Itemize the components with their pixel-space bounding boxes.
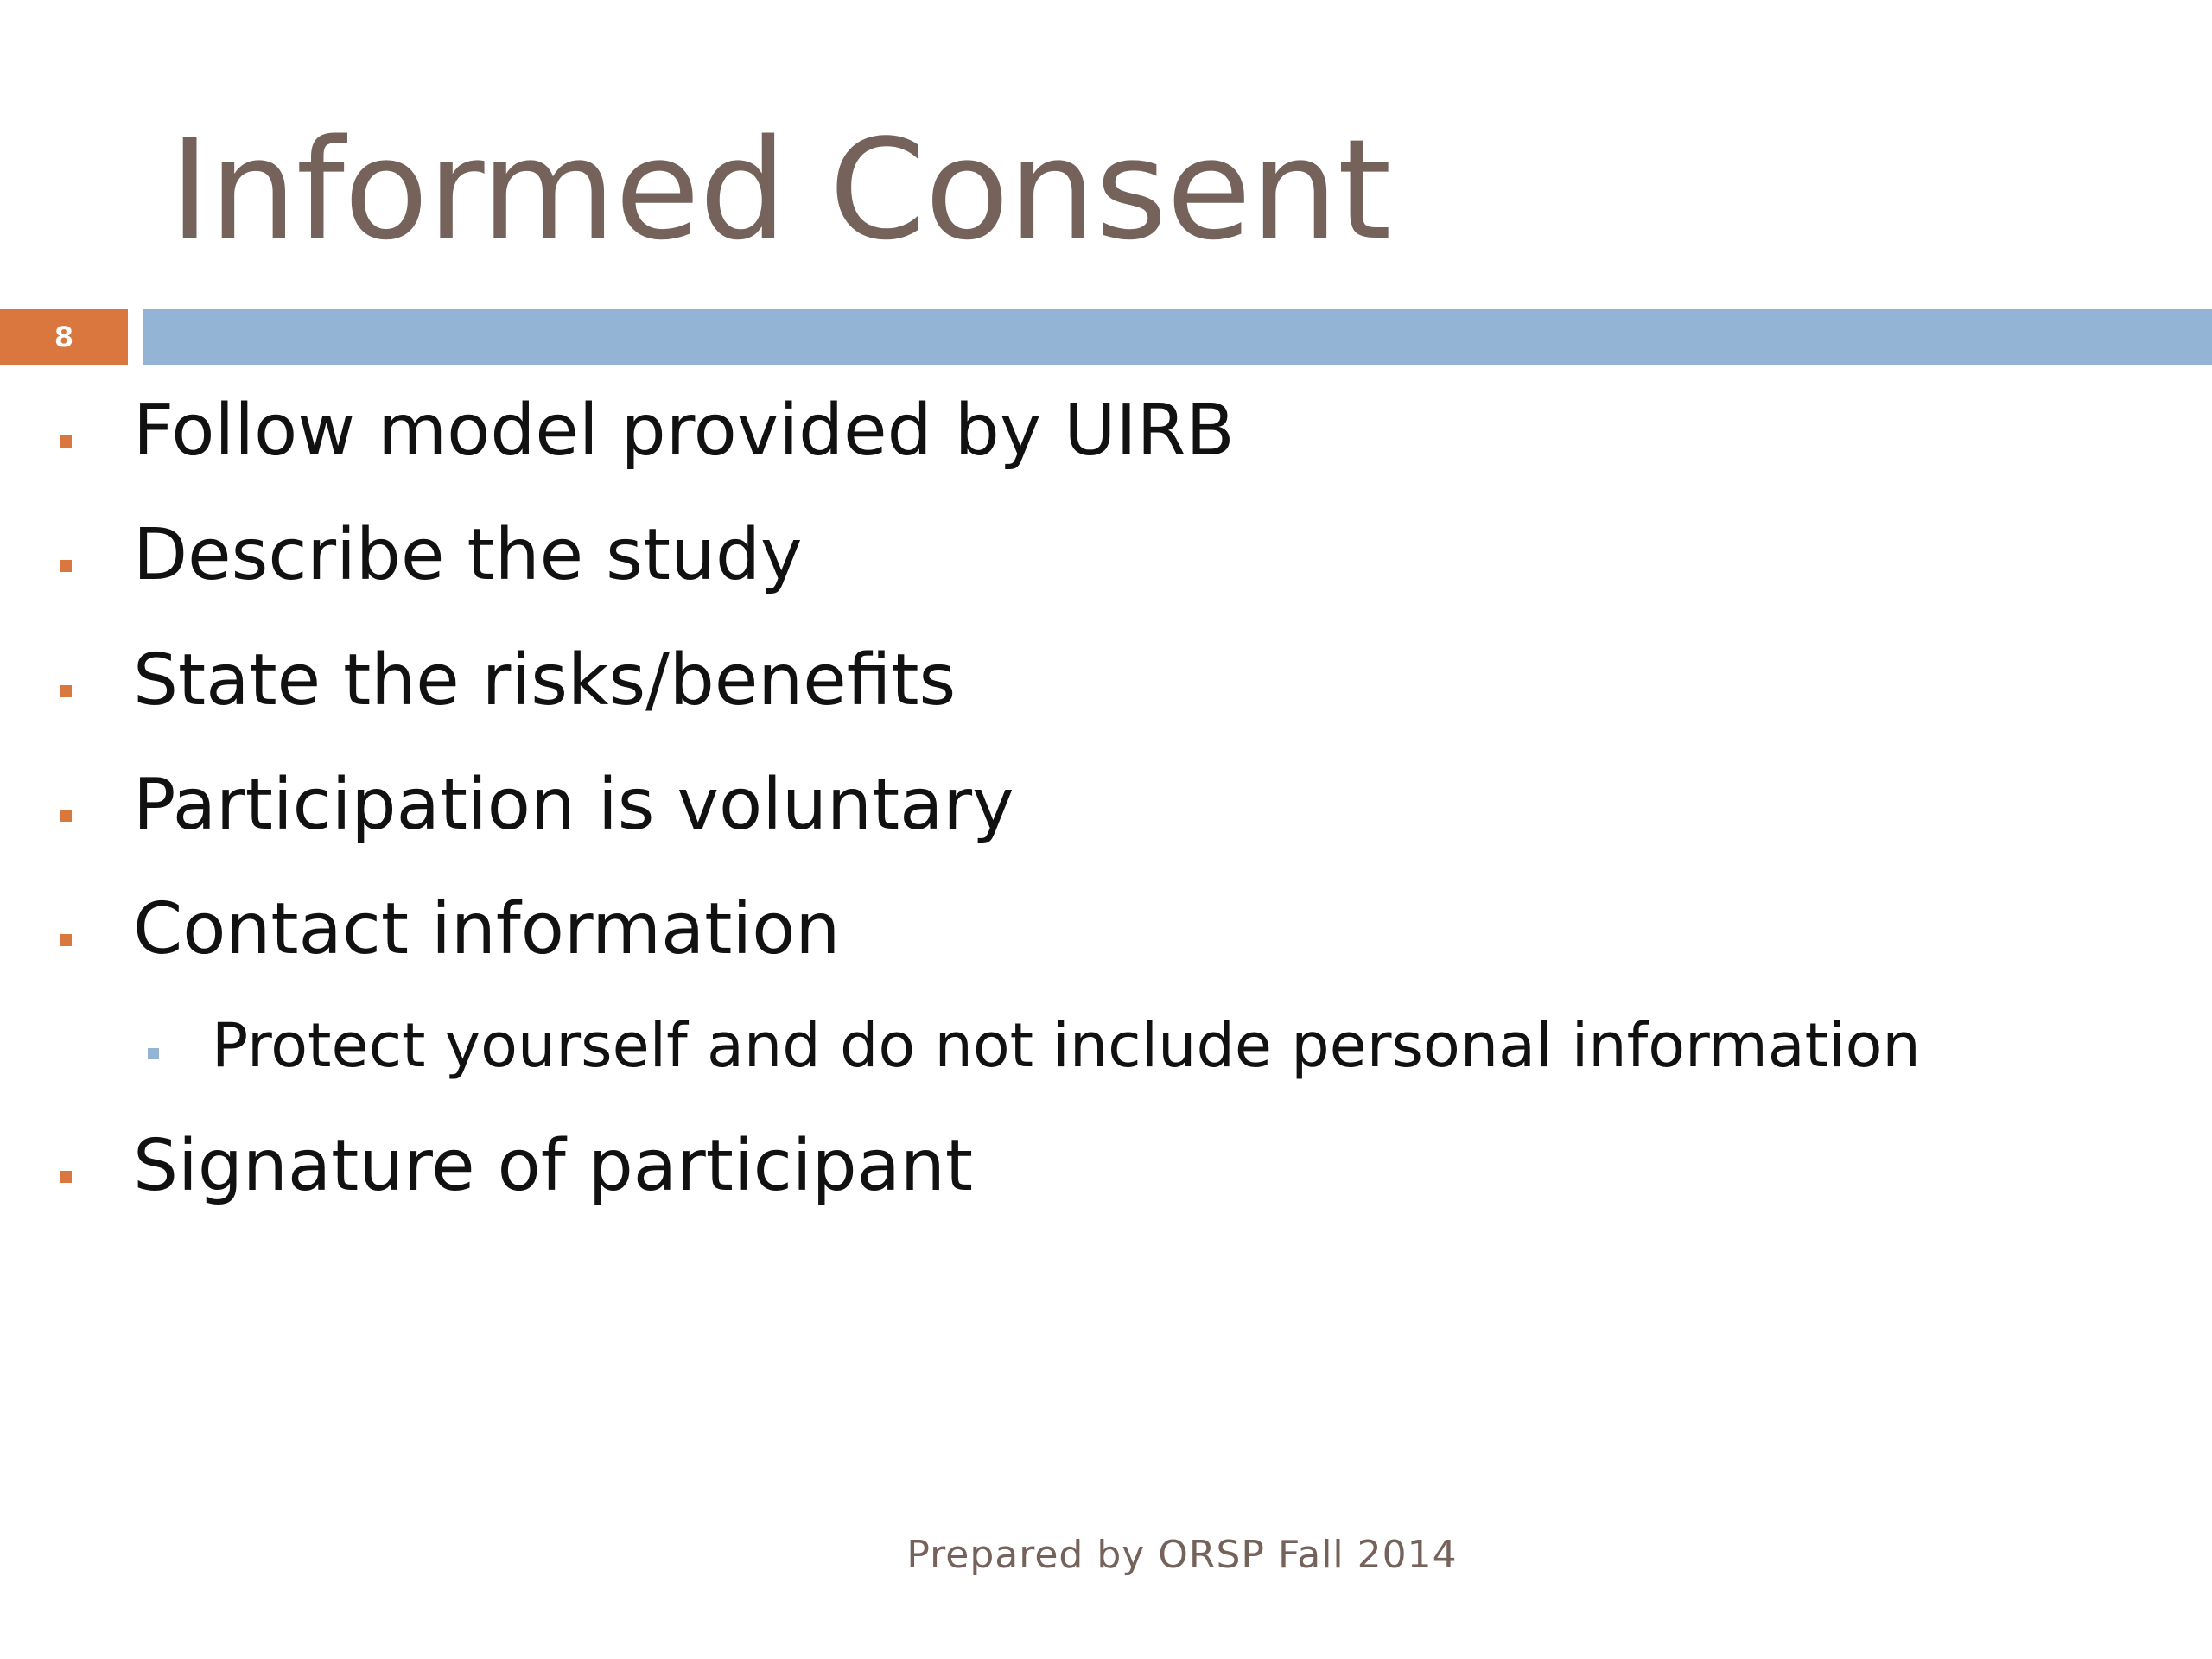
header-divider-bar xyxy=(143,309,2212,365)
sub-bullet-text: Protect yourself and do not include personal information xyxy=(212,1010,1921,1081)
bullet-marker-icon xyxy=(60,435,72,448)
bullet-text: Contact information xyxy=(133,888,841,970)
bullet-item xyxy=(0,508,2212,603)
bullet-item xyxy=(0,1119,2212,1214)
slide-number: 8 xyxy=(0,309,128,365)
bullet-text: Follow model provided by UIRB xyxy=(133,390,1235,472)
bullet-marker-icon xyxy=(60,1171,72,1183)
bullet-marker-icon xyxy=(60,934,72,946)
bullet-item xyxy=(0,633,2212,728)
slide-title: Informed Consent xyxy=(169,109,1391,270)
bullet-item xyxy=(0,882,2212,977)
sub-bullet-marker-icon xyxy=(148,1048,159,1059)
bullet-marker-icon xyxy=(60,560,72,572)
sub-bullet-item xyxy=(0,1002,2212,1097)
bullet-text: Describe the study xyxy=(133,514,803,596)
bullet-marker-icon xyxy=(60,810,72,822)
bullet-marker-icon xyxy=(60,685,72,697)
footer-text: Prepared by ORSP Fall 2014 xyxy=(906,1533,1458,1577)
bullet-text: Participation is voluntary xyxy=(133,764,1014,846)
bullet-item xyxy=(0,758,2212,853)
bullet-text: Signature of participant xyxy=(133,1125,973,1207)
bullet-item xyxy=(0,384,2212,479)
bullet-text: State the risks/benefits xyxy=(133,639,957,721)
